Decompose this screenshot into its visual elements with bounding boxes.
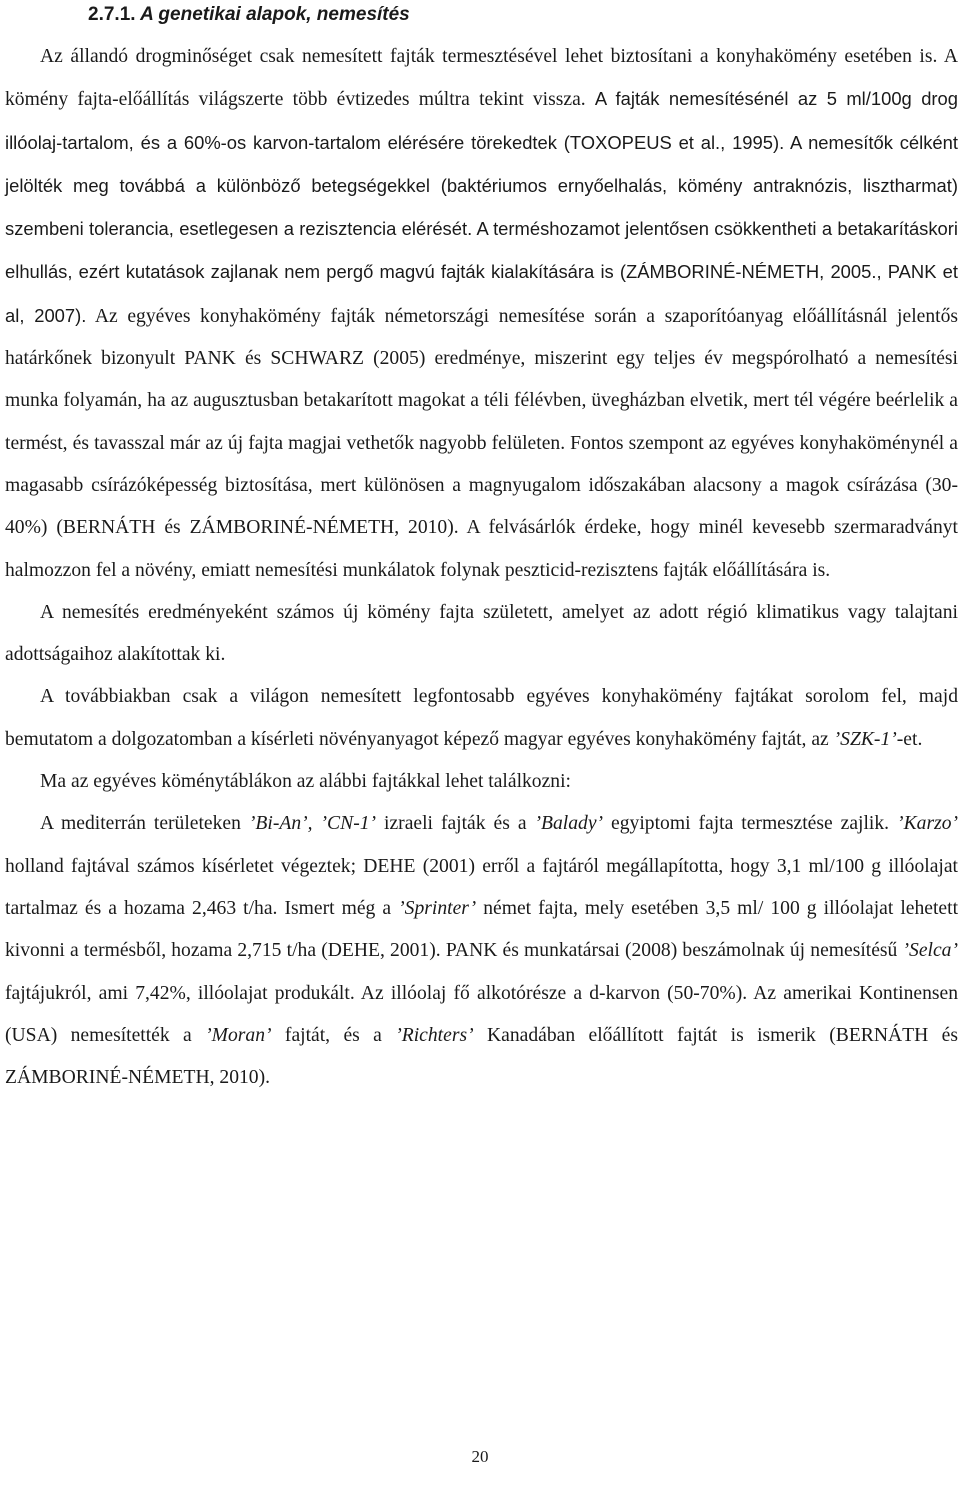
body-text xyxy=(5,36,958,1099)
text-run: holland fajtával számos kísérletet végeztek; DEHE (2001) erről a fajtáról megállapította, hogy 3,1 ml/100 g illóolajat tartalmaz és a hozama 2,463 t/ha. Ismert még a xyxy=(5,855,958,919)
cultivar-name: ’Richters’ xyxy=(395,1024,474,1046)
text-run: -et. xyxy=(896,728,923,750)
cultivar-name: ’Moran’ xyxy=(205,1024,272,1046)
text-run: A továbbiakban csak a világon nemesített legfontosabb egyéves konyhakömény fajtákat sorolom fel, majd bemutatom a dolgozatomban a kísérleti növényanyagot képező magyar egyéves konyhakömény fajtát, az xyxy=(5,686,958,750)
section-title: A genetikai alapok, nemesítés xyxy=(140,4,410,25)
cultivar-name: ’SZK-1’ xyxy=(833,728,897,750)
text-run: A nemesítés eredményeként számos új kömény fajta született, amelyet az adott régió klimatikus vagy talajtani adottságaihoz alakítottak ki. xyxy=(5,601,958,666)
paragraph xyxy=(5,676,958,761)
cultivar-name: ’Karzo’ xyxy=(897,813,959,835)
text-run: német fajta, mely esetében 3,5 ml/ 100 g illóolajat lehetett kivonni a termésből, hozama 2,715 t/ha (DEHE, 2001). PANK és munkatársai (2008) beszámolnak új nemesítésű xyxy=(5,897,959,962)
page-number: 20 xyxy=(471,1447,489,1466)
text-run: egyiptomi fajta termesztése zajlik. xyxy=(603,813,898,835)
cultivar-name: ’Balady’ xyxy=(534,813,604,835)
text-run: Az állandó drogminőséget csak nemesített fajták termesztésével lehet biztosítani a konyhakömény esetében is. A kömény fajta-előállítás világszerte több évtizedes múltra tekint vissza. xyxy=(5,46,958,111)
paragraph xyxy=(5,592,958,677)
paragraph xyxy=(5,803,958,1099)
text-run: fajtájukról, ami 7,42%, illóolajat produkált. Az illóolaj fő alkotórésze a d-karvon (50-70%). Az amerikai Kontinensen (USA) nemesítették a xyxy=(5,982,958,1046)
text-run: Kanadában előállított fajtát is ismerik (BERNÁTH és ZÁMBORINÉ-NÉMETH, 2010). xyxy=(5,1024,958,1089)
text-run: Az egyéves konyhakömény fajták németországi nemesítése során a szaporítóanyag előállításnál jelentős határkőnek bizonyult PANK és SCHWARZ (2005) eredménye, miszerint egy teljes év megspórolható a nemesítési munka folyamán, ha az augusztusban betakarított magokat a téli félévben, üvegházban elvetik, mert tél végére beérlelik a termést, és tavasszal már az új fajta magjai vethetők nagyobb felületen. Fontos szempont az egyéves konyhaköménynél a magasabb csírázóképesség biztosítása, mert különösen a magnyugalom időszakában alacsony a magok csírázása (30-40%) (BERNÁTH és ZÁMBORINÉ-NÉMETH, 2010). A felvásárlók érdeke, hogy minél kevesebb szermaradványt halmozzon fel a növény, emiatt nemesítési munkálatok folynak peszticid-rezisztens fajták előállítására is. xyxy=(5,305,959,581)
text-run: fajtát, és a xyxy=(271,1024,396,1046)
paragraph xyxy=(5,761,958,803)
text-run: A fajták nemesítésénél az 5 ml/100g drog illóolaj-tartalom, és a 60%-os karvon-tartalom elérésére törekedtek (TOXOPEUS et al., 1995). A nemesítők célként jelölték meg továbbá a különböző betegségekkel (baktériumos ernyőelhalás, kömény antraknózis, lisztharmat) szembeni tolerancia, esetlegesen a rezisztencia elérését. A terméshozamot jelentősen csökkentheti a betakarításkori elhullás, ezért kutatások zajlanak nem pergő magvú fajták kialakítására is (ZÁMBORINÉ-NÉMETH, 2005., PANK et al, 2007). xyxy=(5,88,958,326)
cultivar-name: ’Bi-An’, ’CN-1’ xyxy=(248,813,377,835)
section-heading xyxy=(88,2,410,28)
cultivar-name: ’Sprinter’ xyxy=(398,897,477,919)
text-run: izraeli fajták és a xyxy=(376,813,535,835)
cultivar-name: ’Selca’ xyxy=(902,940,958,962)
text-run: Ma az egyéves köménytáblákon az alábbi fajtákkal lehet találkozni: xyxy=(40,771,571,793)
paragraph xyxy=(5,36,958,592)
text-run: A mediterrán területeken xyxy=(40,813,249,835)
section-number: 2.7.1. xyxy=(88,4,136,25)
